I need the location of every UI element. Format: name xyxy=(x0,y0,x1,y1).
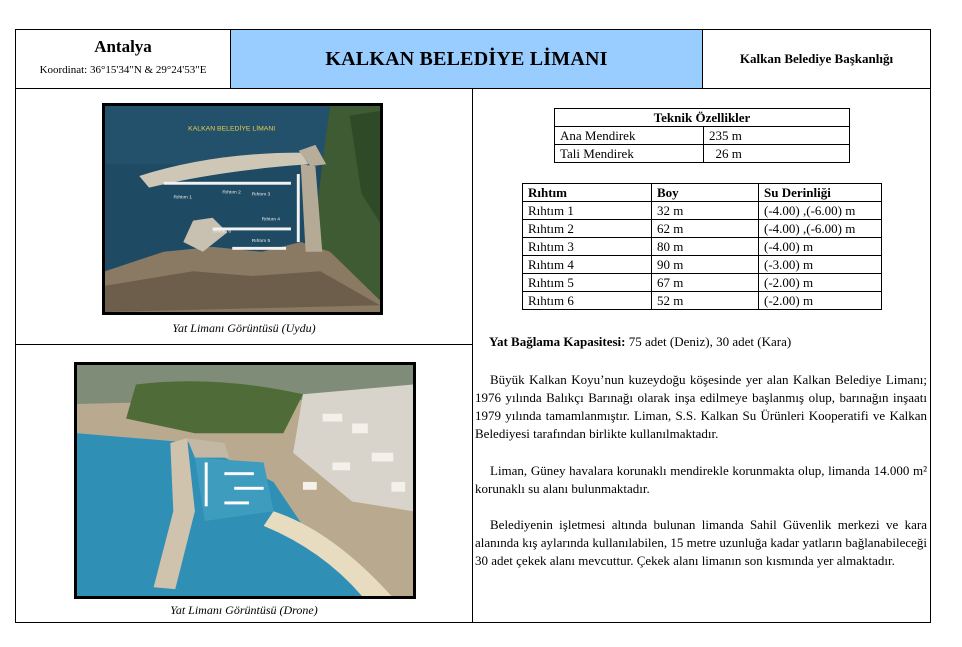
table-row xyxy=(523,238,882,256)
depth-header: Su Derinliği xyxy=(759,184,882,202)
table-cell: (-2.00) m xyxy=(759,292,882,310)
table-cell: 32 m xyxy=(652,202,759,220)
table-cell: Rıhtım 1 xyxy=(523,202,652,220)
location-cell xyxy=(16,30,231,88)
table-cell: 80 m xyxy=(652,238,759,256)
capacity-line xyxy=(489,334,791,350)
satellite-cell xyxy=(16,88,472,345)
table-cell: 235 m xyxy=(704,127,850,145)
overlay-label-4: Rıhtım 4 xyxy=(261,217,281,223)
city-name: Antalya xyxy=(94,37,152,56)
paragraph-protection: Liman, Güney havalara korunaklı mendirekle korunmakta olup, limanda 14.000 m² korunaklı su alanı bulunmaktadır. xyxy=(475,463,927,496)
overlay-label-2: Rıhtım 2 xyxy=(222,190,241,196)
table-row xyxy=(523,292,882,310)
paragraph-history: Büyük Kalkan Koyu’nun kuzeydoğu köşesinde yer alan Kalkan Belediye Limanı; 1976 yılında Balıkçı Barınağı olarak inşa edilmeye başlanmış olup, barınağın inşaatı 1979 yılında tamamlanmıştır. Liman, S.S. Kalkan Su Ürünleri Kooperatifi ve Kalkan Belediyesi tarafından birlikte kullanılmaktadır. xyxy=(475,372,927,441)
table-row xyxy=(523,202,882,220)
satellite-caption: Yat Limanı Görüntüsü (Uydu) xyxy=(172,321,316,335)
overlay-label-5: Rıhtım 5 xyxy=(251,239,271,245)
overlay-label-6: Rıhtım 6 xyxy=(212,229,232,235)
table-cell: 52 m xyxy=(652,292,759,310)
table-row xyxy=(523,256,882,274)
table-cell: Tali Mendirek xyxy=(555,145,704,163)
table-cell: Ana Mendirek xyxy=(555,127,704,145)
coordinate-text: Koordinat: 36°15'34"N & 29°24'53"E xyxy=(39,64,207,76)
page-title: KALKAN BELEDİYE LİMANI xyxy=(231,30,703,88)
table-cell: 26 m xyxy=(704,145,850,163)
table-cell: Rıhtım 3 xyxy=(523,238,652,256)
table-cell: Rıhtım 5 xyxy=(523,274,652,292)
overlay-label-1: Rıhtım 1 xyxy=(173,195,192,201)
technical-table xyxy=(554,108,850,163)
table-cell: (-4.00) ,(-6.00) m xyxy=(759,220,882,238)
satellite-image xyxy=(102,103,383,315)
header xyxy=(16,30,930,89)
technical-table-title: Teknik Özellikler xyxy=(555,109,850,127)
quay-header: Rıhtım xyxy=(523,184,652,202)
table-row xyxy=(523,220,882,238)
table-row xyxy=(555,127,850,145)
drone-image xyxy=(74,362,416,599)
table-row xyxy=(555,145,850,163)
photo-column xyxy=(16,88,473,622)
table-cell: Rıhtım 6 xyxy=(523,292,652,310)
table-cell: (-3.00) m xyxy=(759,256,882,274)
table-cell: (-4.00) m xyxy=(759,238,882,256)
overlay-title: KALKAN BELEDİYE LİMANI xyxy=(188,125,276,133)
capacity-value: 75 adet (Deniz), 30 adet (Kara) xyxy=(625,334,792,349)
authority-name: Kalkan Belediye Başkanlığı xyxy=(739,51,894,66)
table-cell: 67 m xyxy=(652,274,759,292)
drone-cell xyxy=(16,344,472,622)
paragraph-facilities: Belediyenin işletmesi altında bulunan limanda Sahil Güvenlik merkezi ve kara alanında kış aylarında kullanılabilen, 15 metre uzunluğa kadar yatların bağlanabileceği 30 adet çekek alanı mevcuttur. Çekek alanı limanın son kısmında yer almaktadır. xyxy=(475,517,927,568)
quay-table xyxy=(522,183,882,310)
table-cell: (-2.00) m xyxy=(759,274,882,292)
overlay-label-3: Rıhtım 3 xyxy=(251,192,271,198)
table-cell: 90 m xyxy=(652,256,759,274)
table-cell: 62 m xyxy=(652,220,759,238)
info-column xyxy=(472,88,930,622)
length-header: Boy xyxy=(652,184,759,202)
table-cell: Rıhtım 2 xyxy=(523,220,652,238)
table-cell: Rıhtım 4 xyxy=(523,256,652,274)
table-row xyxy=(523,274,882,292)
table-cell: (-4.00) ,(-6.00) m xyxy=(759,202,882,220)
info-sheet xyxy=(15,29,931,623)
capacity-label: Yat Bağlama Kapasitesi: xyxy=(489,334,626,349)
drone-caption: Yat Limanı Görüntüsü (Drone) xyxy=(170,603,318,617)
